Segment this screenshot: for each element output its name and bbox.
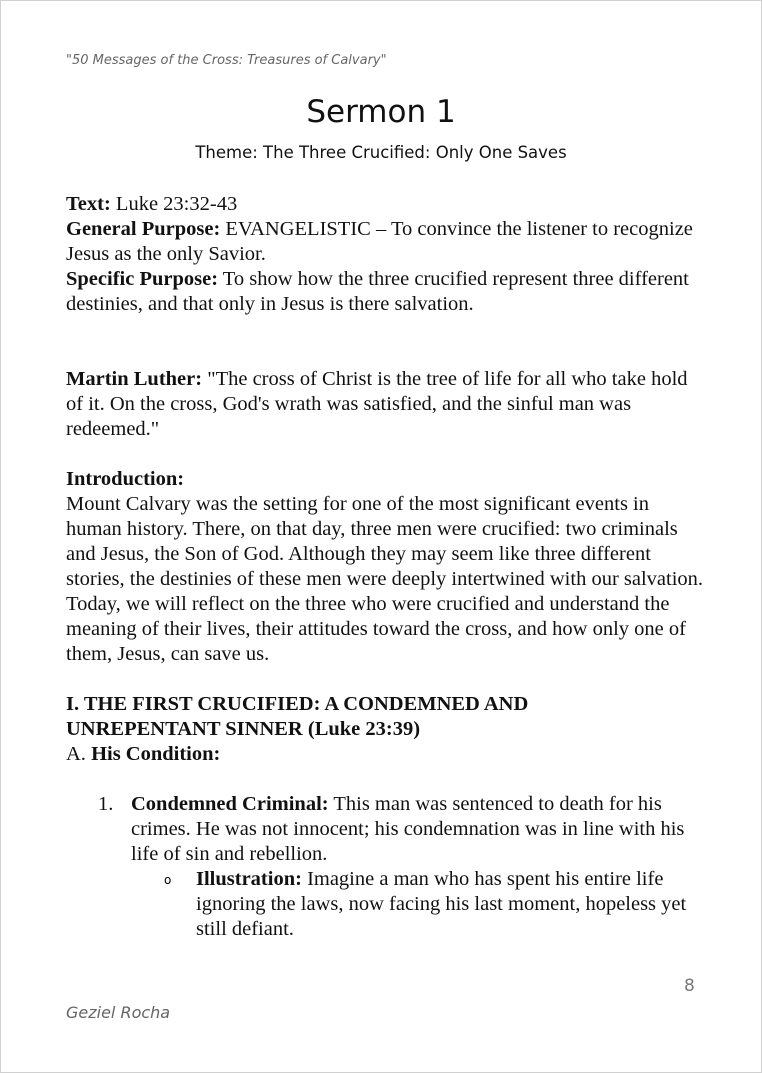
luther-quote — [66, 367, 706, 442]
illustration — [196, 867, 701, 942]
list-number: 1. — [98, 793, 114, 815]
quote-author: Martin Luther: — [66, 368, 203, 390]
sermon-title: Sermon 1 — [306, 94, 456, 130]
section1-subheading — [66, 742, 706, 767]
page-number: 8 — [684, 976, 695, 996]
sub-prefix: A. — [66, 743, 92, 765]
section1-title: I. THE FIRST CRUCIFIED: A CONDEMNED AND UNREPENTANT SINNER (Luke 23:39) — [66, 693, 529, 740]
introduction-heading: Introduction: — [66, 468, 185, 490]
sermon-details — [66, 192, 706, 317]
bullet-circle-icon: o — [164, 873, 172, 887]
introduction-paragraph: Mount Calvary was the setting for one of the most significant events in human history. There, on that day, three men were crucified: two criminals and Jesus, the Son of God. Although they may seem like three different stories, the destinies of these men were deeply intertwined with our salvation. Today, we will reflect on the three who were crucified and understand the meaning of their lives, their attitudes toward the cross, and how only one of them, Jesus, can save us. — [66, 493, 704, 665]
introduction — [66, 467, 706, 667]
illustration-label: Illustration: — [196, 868, 302, 890]
text-label: Text: — [66, 193, 111, 215]
list-item-criminal — [131, 792, 701, 867]
specific-purpose-label: Specific Purpose: — [66, 268, 219, 290]
general-purpose — [66, 217, 706, 267]
quote-text: "The cross of Christ is the tree of life for all who take hold of it. On the cross, God's wrath was satisfied, and the sinful man was redeemed." — [66, 368, 688, 440]
specific-purpose-value: To show how the three crucified represent three different destinies, and that only in Jesus is there salvation. — [66, 268, 689, 315]
item-label: Condemned Criminal: — [131, 793, 329, 815]
general-purpose-value: EVANGELISTIC – To convince the listener to recognize Jesus as the only Savior. — [66, 218, 693, 265]
section1-heading — [66, 692, 586, 742]
footer-author: Geziel Rocha — [66, 1003, 171, 1022]
text-value: Luke 23:32-43 — [110, 193, 238, 215]
specific-purpose — [66, 267, 706, 317]
sermon-theme: Theme: The Three Crucified: Only One Saves — [195, 143, 567, 162]
illustration-text: Imagine a man who has spent his entire life ignoring the laws, now facing his last moment, hopeless yet still defiant. — [196, 868, 687, 940]
item-text: This man was sentenced to death for his crimes. He was not innocent; his condemnation was in line with his life of sin and rebellion. — [131, 793, 685, 865]
sub-label: His Condition: — [91, 743, 221, 765]
running-header: "50 Messages of the Cross: Treasures of Calvary" — [66, 53, 387, 68]
general-purpose-label: General Purpose: — [66, 218, 221, 240]
text-line — [66, 192, 706, 217]
